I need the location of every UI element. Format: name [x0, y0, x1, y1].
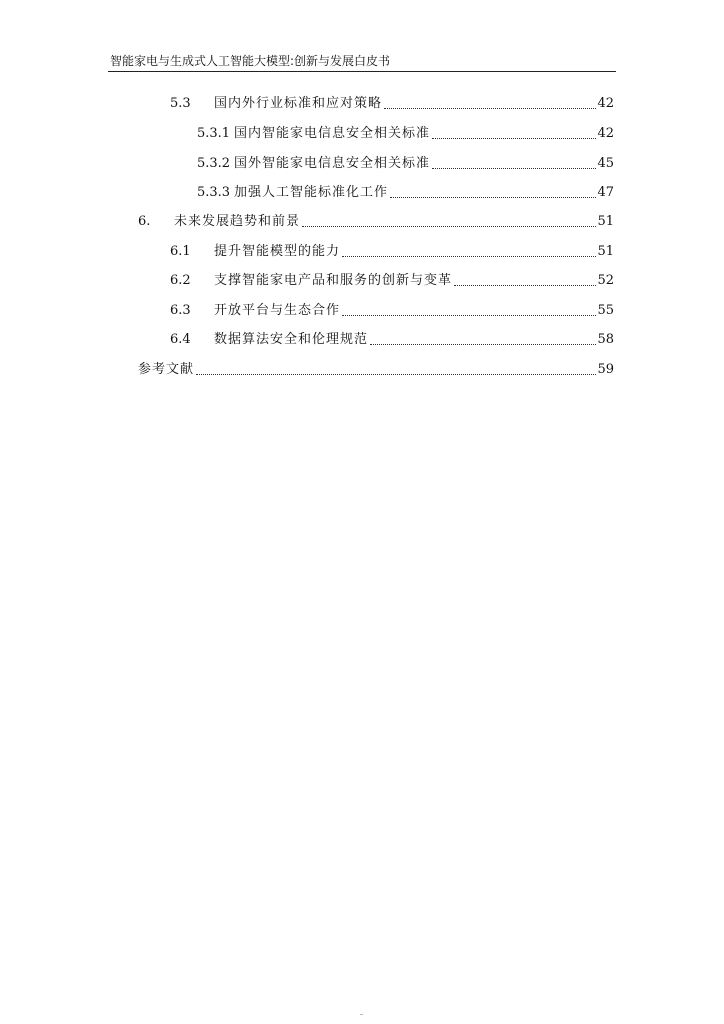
toc-entry-title: 未来发展趋势和前景 [174, 214, 301, 229]
toc-entry-page: 42 [597, 126, 614, 141]
toc-entry-number: 6.4 [170, 332, 191, 347]
toc-entry-references[interactable] [138, 362, 614, 378]
toc-entry-number: 6.3 [170, 303, 191, 318]
toc-entry-5-3[interactable] [170, 96, 614, 112]
toc-entry-title: 加强人工智能标准化工作 [234, 185, 389, 200]
toc-entry-number: 6.1 [170, 244, 191, 259]
toc-entry-title: 数据算法安全和伦理规范 [214, 332, 369, 347]
dot-leader [384, 108, 596, 109]
toc-entry-5-3-3[interactable] [197, 185, 614, 201]
toc-entry-page: 51 [597, 244, 614, 259]
toc-entry-number: 5.3 [170, 96, 191, 111]
toc-entry-title: 开放平台与生态合作 [214, 303, 341, 318]
toc-entry-6-3[interactable] [170, 303, 614, 319]
toc-entry-6-2[interactable] [170, 273, 614, 289]
toc-entry-number: 6. [138, 214, 151, 229]
toc-entry-6-4[interactable] [170, 332, 614, 348]
toc-entry-page: 45 [597, 156, 614, 171]
toc-entry-page: 47 [597, 185, 614, 200]
toc-entry-title: 国内外行业标准和应对策略 [214, 96, 383, 111]
header-divider [108, 71, 616, 72]
toc-entry-page: 52 [597, 273, 614, 288]
dot-leader [370, 344, 596, 345]
toc-entry-page: 55 [597, 303, 614, 318]
toc-entry-6[interactable] [138, 214, 614, 230]
toc-entry-page: 58 [597, 332, 614, 347]
dot-leader [302, 226, 596, 227]
dot-leader [432, 138, 596, 139]
dot-leader [454, 285, 596, 286]
toc-entry-number: 5.3.3 [197, 185, 231, 200]
dot-leader [432, 168, 596, 169]
toc-entry-title: 提升智能模型的能力 [214, 244, 341, 259]
toc-entry-5-3-2[interactable] [197, 156, 614, 172]
toc-entry-title: 参考文献 [138, 362, 195, 377]
toc-entry-6-1[interactable] [170, 244, 614, 260]
running-header-title: 智能家电与生成式人工智能大模型:创新与发展白皮书 [110, 54, 391, 68]
page-footer-mark [360, 1014, 363, 1015]
toc-entry-title: 支撑智能家电产品和服务的创新与变革 [214, 273, 453, 288]
dot-leader [342, 256, 596, 257]
toc-entry-number: 5.3.1 [197, 126, 231, 141]
toc-entry-number: 5.3.2 [197, 156, 231, 171]
toc-entry-page: 59 [597, 362, 614, 377]
dot-leader [390, 197, 596, 198]
dot-leader [342, 315, 596, 316]
toc-entry-number: 6.2 [170, 273, 191, 288]
toc-entry-page: 42 [597, 96, 614, 111]
dot-leader [196, 374, 596, 375]
toc-entry-5-3-1[interactable] [197, 126, 614, 142]
toc-entry-page: 51 [597, 214, 614, 229]
toc-entry-title: 国内智能家电信息安全相关标准 [234, 126, 431, 141]
toc-entry-title: 国外智能家电信息安全相关标准 [234, 156, 431, 171]
